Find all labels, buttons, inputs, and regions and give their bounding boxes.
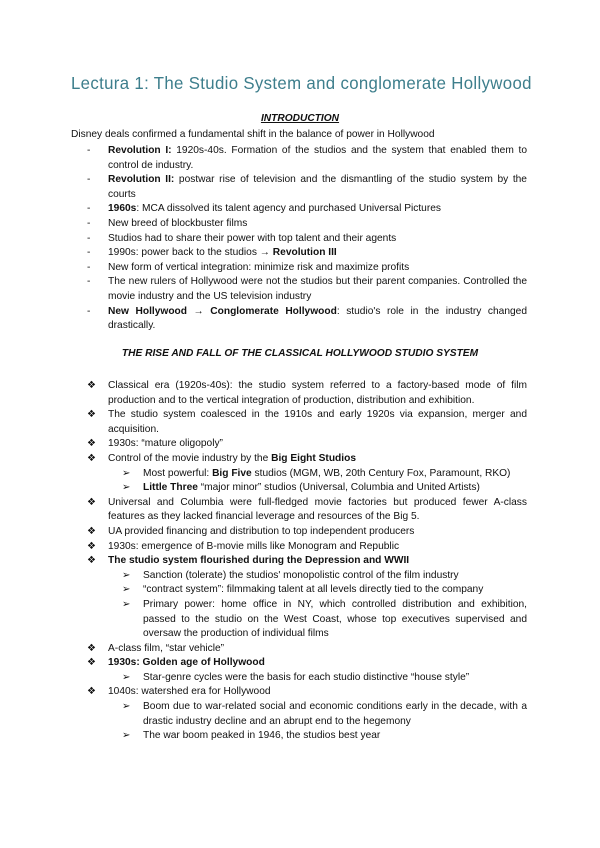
introduction-heading: INTRODUCTION <box>260 113 340 124</box>
sub-list-item: ➢ Star-genre cycles were the basis for each studio distinctive “house style” <box>122 671 527 686</box>
dash-bullet: - <box>87 203 91 215</box>
dash-bullet: - <box>87 145 91 156</box>
diamond-bullet-icon: ❖ <box>87 452 96 464</box>
sub-list-item: ➢ Most powerful: Big Five studios (MGM, WB, 20th Century Fox, Paramount, RKO) <box>122 467 527 482</box>
list-item: - Revolution I: 1920s-40s. Formation of the studios and the system that enabled them to control de industry. <box>87 145 528 171</box>
diamond-bullet-icon: ❖ <box>87 686 96 698</box>
watershed-sublist <box>108 700 527 744</box>
arrow-bullet-icon: ➢ <box>122 467 131 479</box>
list-item: ❖ 1040s: watershed era for Hollywood ➢ Boom due to war-related social and economic conditions early in the decade, with a drastic industry decline and an abrupt end to the hegemony ➢ The war boom peaked in 1946, the studios best year <box>87 685 527 743</box>
diamond-bullet-icon: ❖ <box>87 496 96 508</box>
dash-bullet: - <box>87 232 91 244</box>
sub-list-item: ➢ “contract system”: filmmaking talent at all levels directly tied to the company <box>122 583 527 598</box>
studio-system-sublist <box>108 569 527 642</box>
dash-bullet: - <box>87 174 91 186</box>
list-item: - The new rulers of Hollywood were not the studios but their parent companies. Controlled the movie industry and the US television industry <box>87 276 527 302</box>
list-item: - 1990s: power back to the studios → Revolution III <box>87 246 527 261</box>
list-item: ❖ A-class film, “star vehicle” <box>87 642 527 657</box>
list-item: - 1960s: MCA dissolved its talent agency and purchased Universal Pictures <box>87 202 527 217</box>
list-item: - New breed of blockbuster films <box>87 217 527 232</box>
arrow-bullet-icon: ➢ <box>122 730 131 742</box>
list-item: ❖ Classical era (1920s-40s): the studio system referred to a factory-based mode of film production and to the vertical integration of production, distribution and exhibition. <box>87 380 527 406</box>
arrow-bullet-icon: ➢ <box>122 598 131 610</box>
list-item: - New Hollywood → Conglomerate Hollywood: studio's role in the industry changed drastically. <box>87 305 528 332</box>
arrow-bullet-icon: ➢ <box>122 701 131 713</box>
dash-bullet: - <box>87 305 91 317</box>
diamond-bullet-icon: ❖ <box>87 409 96 421</box>
page-title: Lectura 1: The Studio System and conglomerate Hollywood <box>71 73 532 93</box>
dash-bullet: - <box>87 217 91 229</box>
diamond-bullet-icon: ❖ <box>87 555 96 567</box>
list-item: ❖ 1930s: Golden age of Hollywood ➢ Star-genre cycles were the basis for each studio distinctive “house style” <box>87 656 527 685</box>
list-item: ❖ 1930s: emergence of B-movie mills like Monogram and Republic <box>87 540 527 555</box>
arrow-bullet-icon: ➢ <box>122 569 131 581</box>
rise-and-fall-list <box>87 379 527 744</box>
list-item: - Revolution II: postwar rise of television and the dismantling of the studio system by the courts <box>87 174 527 200</box>
golden-age-sublist <box>108 671 527 686</box>
list-item: ❖ Universal and Columbia were full-fledged movie factories but produced fewer A-class features as they lacked financial leverage and resources of the Big 5. <box>87 496 527 523</box>
arrow-bullet-icon: ➢ <box>122 671 131 683</box>
list-item: ❖ The studio system coalesced in the 1910s and early 1920s via expansion, merger and acquisition. <box>87 409 527 435</box>
diamond-bullet-icon: ❖ <box>87 525 96 537</box>
big-eight-sublist <box>108 467 527 496</box>
sub-list-item: ➢ Primary power: home office in NY, which controlled distribution and exhibition, passed to the studio on the West Coast, whose top executives supervised and oversaw the production of individual films <box>122 598 527 640</box>
arrow-bullet-icon: ➢ <box>122 482 131 494</box>
dash-bullet: - <box>87 276 91 288</box>
sub-list-item: ➢ Boom due to war-related social and economic conditions early in the decade, with a drastic industry decline and an abrupt end to the hegemony <box>122 701 527 727</box>
diamond-bullet-icon: ❖ <box>87 380 96 391</box>
sub-list-item: ➢ Little Three “major minor” studios (Universal, Columbia and United Artists) <box>122 481 527 496</box>
list-item: ❖ UA provided financing and distribution to top independent producers <box>87 525 527 540</box>
diamond-bullet-icon: ❖ <box>87 438 96 450</box>
rise-and-fall-heading: THE RISE AND FALL OF THE CLASSICAL HOLLYWOOD STUDIO SYSTEM <box>121 348 479 359</box>
diamond-bullet-icon: ❖ <box>87 540 96 552</box>
list-item: ❖ 1930s: “mature oligopoly” <box>87 437 527 452</box>
sub-list-item: ➢ Sanction (tolerate) the studios' monopolistic control of the film industry <box>122 569 527 584</box>
introduction-list <box>87 144 527 334</box>
diamond-bullet-icon: ❖ <box>87 657 96 669</box>
list-item: - New form of vertical integration: minimize risk and maximize profits <box>87 261 527 276</box>
sub-list-item: ➢ The war boom peaked in 1946, the studios best year <box>122 729 527 744</box>
list-item: - Studios had to share their power with top talent and their agents <box>87 232 527 247</box>
dash-bullet: - <box>87 261 91 273</box>
diamond-bullet-icon: ❖ <box>87 642 96 654</box>
list-item: ❖ The studio system flourished during the Depression and WWII ➢ Sanction (tolerate) the studios' monopolistic control of the film industry ➢ “contract system”: filmmaking talent at all levels directly tied to the company ➢ Primary power: home office in NY, which controlled distribution and exhibition, passed to the studio on the West Coast, whose top executives supervised and oversaw the production of individual films <box>87 554 527 642</box>
list-item: ❖ Control of the movie industry by the Big Eight Studios ➢ Most powerful: Big Five studios (MGM, WB, 20th Century Fox, Paramount, RKO) ➢ Little Three “major minor” studios (Universal, Columbia and United Artists) <box>87 452 527 496</box>
arrow-bullet-icon: ➢ <box>122 584 131 596</box>
introduction-lead: Disney deals confirmed a fundamental shift in the balance of power in Hollywood <box>71 129 435 140</box>
dash-bullet: - <box>87 247 91 259</box>
